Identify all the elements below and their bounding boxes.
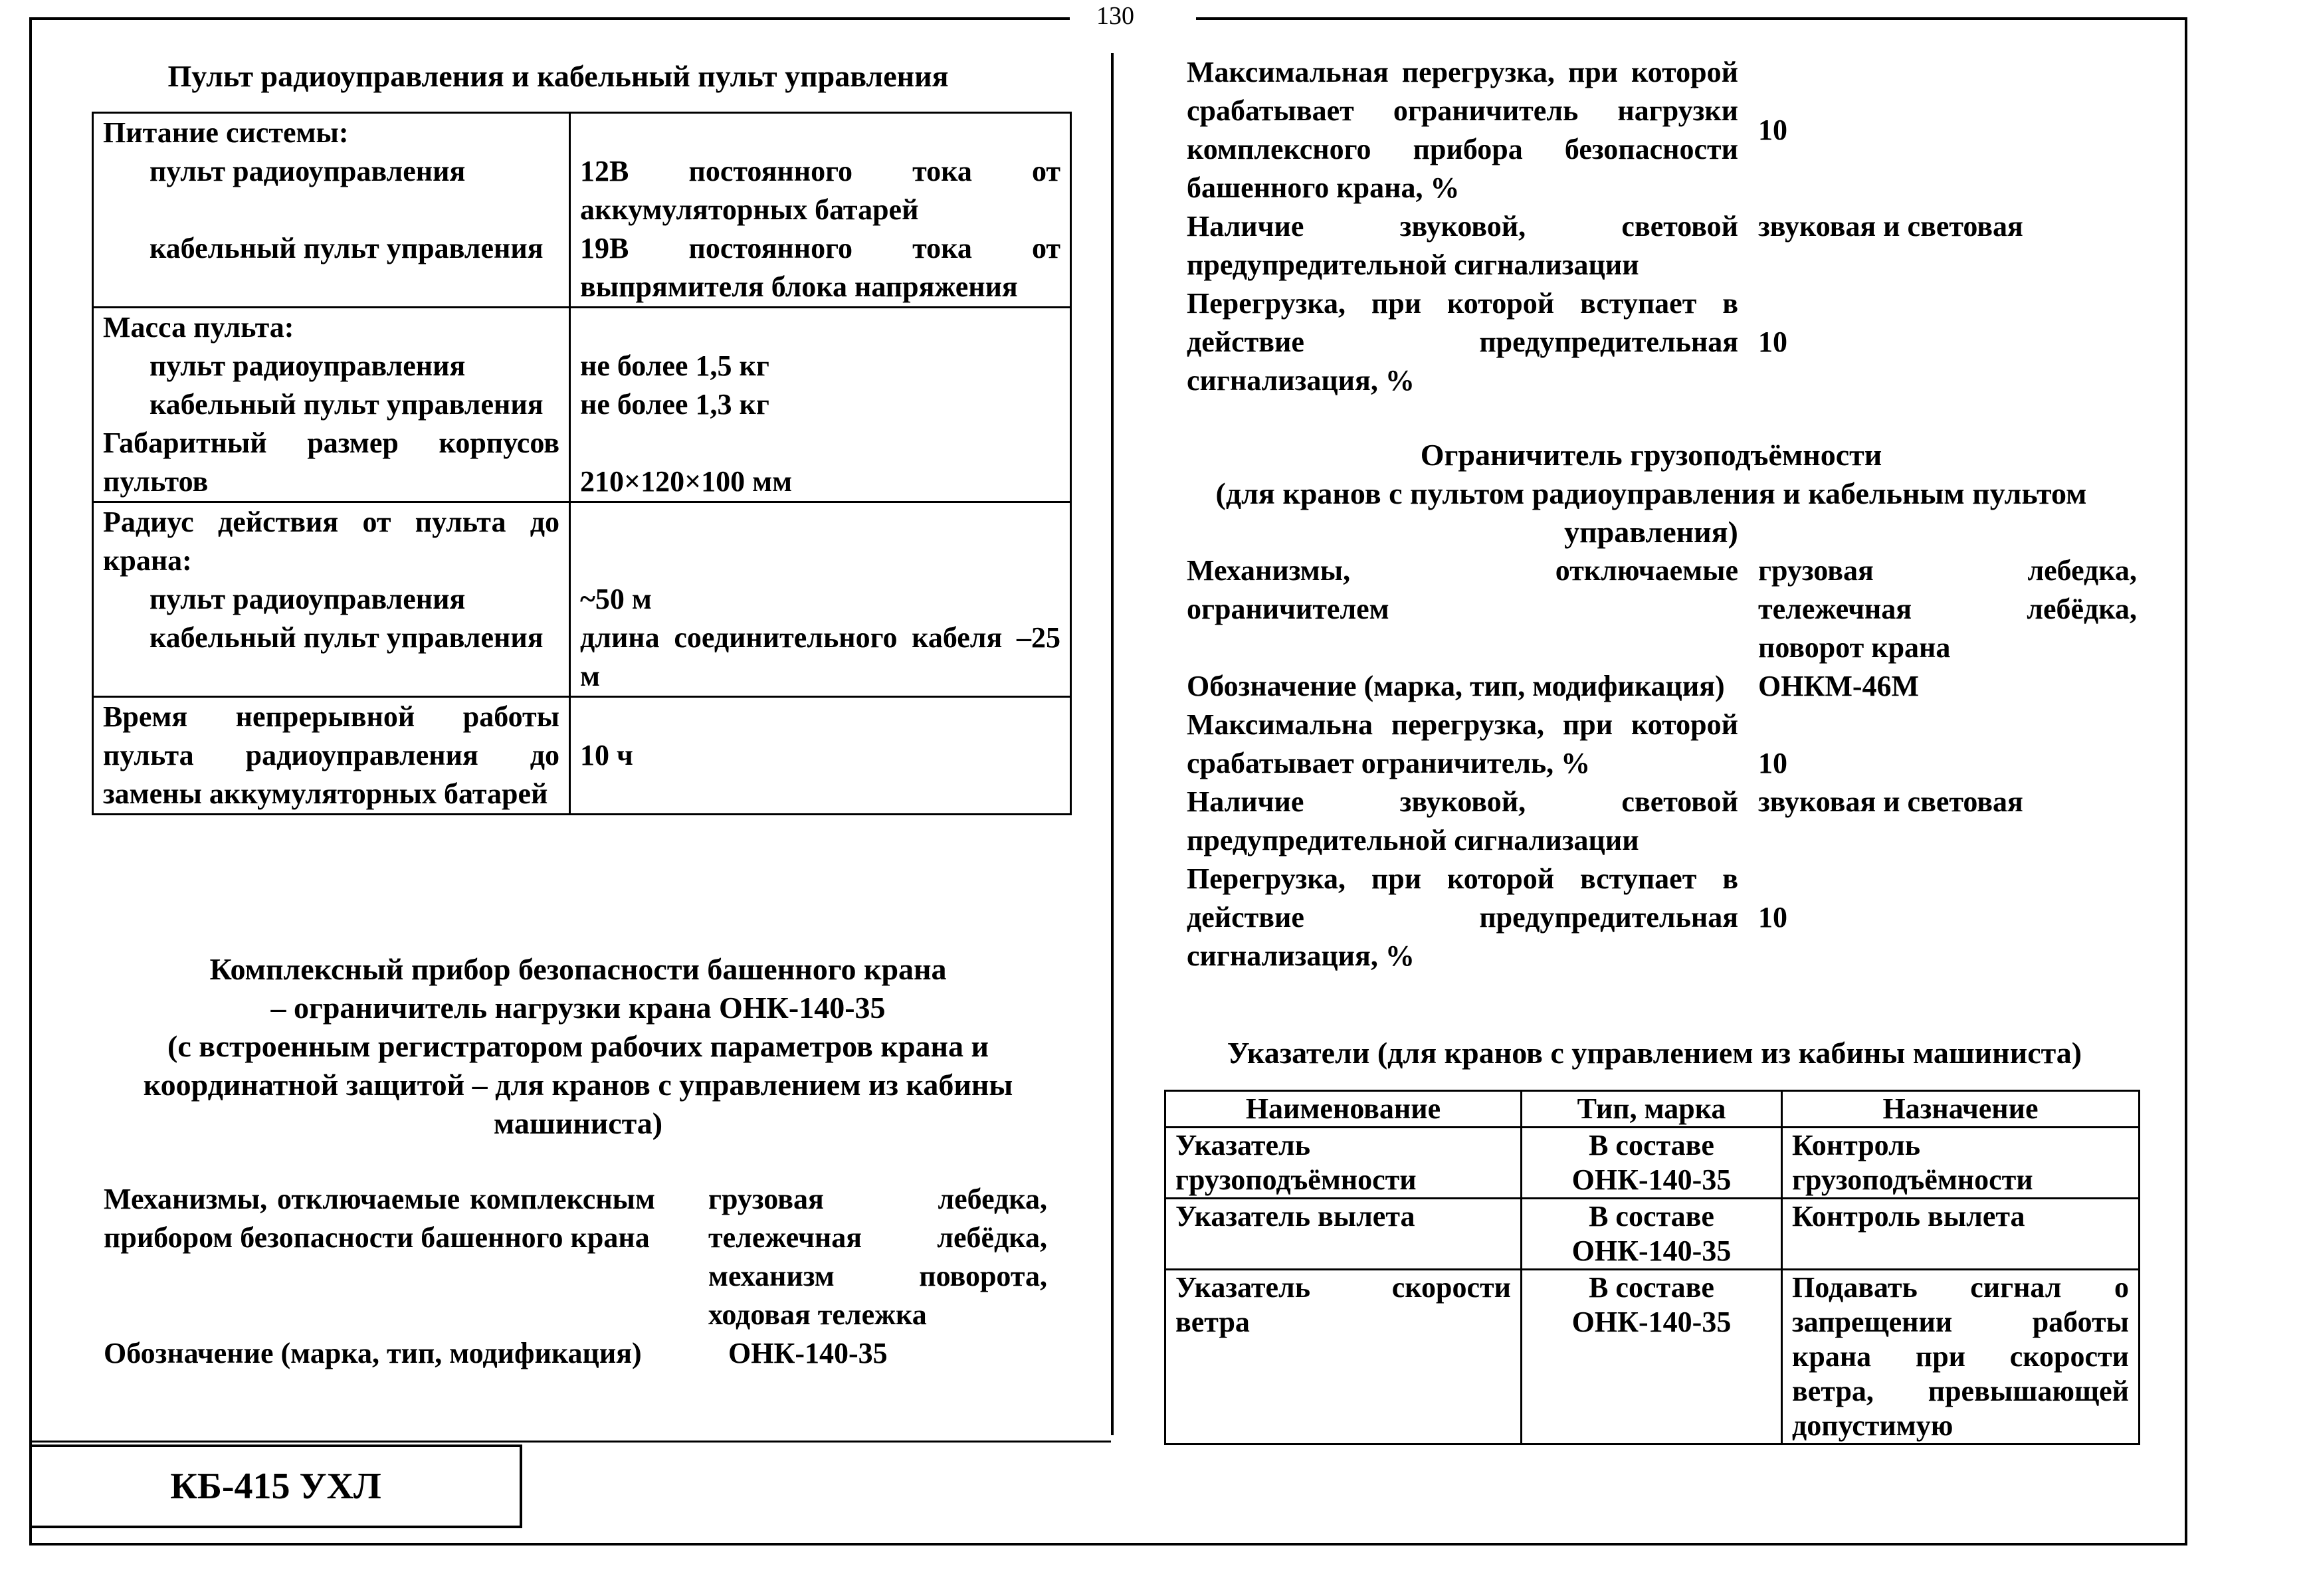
radius-radio-value: ~50 м	[580, 583, 652, 615]
table-row	[93, 697, 1071, 815]
indicator-purpose: Контроль грузоподъёмности	[1782, 1128, 2140, 1199]
limiter-title-line-1: Ограничитель грузоподъёмности	[1420, 438, 1882, 472]
power-cable-label: кабельный пульт управления	[150, 232, 544, 264]
limiter-mech-label: Механизмы, отключаемые ограничителем	[1187, 554, 1738, 625]
column-header: Тип, марка	[1522, 1091, 1782, 1128]
table-cell	[570, 502, 1071, 697]
table-row	[1165, 1199, 2140, 1270]
limiter-warn-label: Перегрузка, при которой вступает в действие предупредительная сигнализация, %	[1187, 862, 1738, 972]
limiter-signal-label: Наличие звуковой, световой предупредительной сигнализации	[1187, 785, 1738, 856]
device-desig-value: ОНК-140-35	[728, 1337, 888, 1369]
device-title	[86, 950, 1070, 1143]
device-title-line-1: Комплексный прибор безопасности башенного крана	[209, 952, 947, 986]
indicators-table	[1164, 1090, 2140, 1445]
indicator-type: В составе ОНК-140-35	[1522, 1270, 1782, 1445]
size-value: 210×120×100 мм	[580, 465, 793, 498]
table-cell	[93, 502, 570, 697]
indicator-name: Указатель скорости ветра	[1165, 1270, 1522, 1445]
indicator-type: В составе ОНК-140-35	[1522, 1128, 1782, 1199]
panel-title: Пульт радиоуправления и кабельный пульт управления	[167, 59, 949, 93]
radius-cable-label: кабельный пульт управления	[150, 621, 544, 654]
table-row	[1165, 1270, 2140, 1445]
table-cell	[570, 697, 1071, 815]
column-header: Назначение	[1782, 1091, 2140, 1128]
power-radio-value: 12В постоянного тока от аккумуляторных батарей	[580, 155, 1060, 226]
limiter-title-line-2: (для кранов с пультом радиоуправления и кабельным пультом управления)	[1215, 476, 2087, 549]
device-desig-label: Обозначение (марка, тип, модификация)	[104, 1337, 642, 1369]
bottom-rule	[29, 1441, 1111, 1443]
limiter-warn-value: 10	[1758, 901, 1787, 934]
overload-value: 10	[1758, 114, 1787, 146]
table-row	[93, 113, 1071, 308]
indicator-purpose: Контроль вылета	[1782, 1199, 2140, 1270]
mass-radio-value: не более 1,5 кг	[580, 349, 769, 382]
limiter-overload-value: 10	[1758, 747, 1787, 779]
footer-model-stamp: КБ-415 УХЛ	[29, 1445, 522, 1528]
mass-radio-label: пульт радиоуправления	[150, 349, 466, 382]
signal-value: звуковая и световая	[1758, 210, 2023, 243]
power-radio-label: пульт радиоуправления	[150, 155, 466, 187]
time-label: Время непрерывной работы пульта радиоуправления до замены аккумуляторных батарей	[103, 700, 559, 810]
limiter-title	[1163, 436, 2140, 551]
indicator-name: Указатель вылета	[1165, 1199, 1522, 1270]
mass-cable-value: не более 1,3 кг	[580, 388, 769, 421]
column-header: Наименование	[1165, 1091, 1522, 1128]
limiter-desig-value: ОНКМ-46М	[1758, 670, 1920, 702]
overload-label: Максимальная перегрузка, при которой срабатывает ограничитель нагрузки комплексного прибора безопасности башенного крана, %	[1187, 56, 1738, 204]
warn-overload-label: Перегрузка, при которой вступает в действие предупредительная сигнализация, %	[1187, 287, 1738, 397]
table-cell	[570, 308, 1071, 502]
limiter-desig-label: Обозначение (марка, тип, модификация)	[1187, 670, 1725, 702]
column-divider	[1111, 53, 1114, 1435]
device-overload-list	[1187, 53, 2163, 400]
warn-overload-value: 10	[1758, 326, 1787, 358]
device-spec-list	[104, 1180, 1054, 1373]
device-mech-value: грузовая лебедка, тележечная лебёдка, механизм поворота, ходовая тележка	[708, 1183, 1047, 1331]
table-row	[1165, 1128, 2140, 1199]
size-label: Габаритный размер корпусов пультов	[103, 427, 559, 498]
power-cable-value: 19В постоянного тока от выпрямителя блока напряжения	[580, 232, 1060, 303]
mass-heading: Масса пульта:	[103, 311, 294, 344]
indicator-purpose: Подавать сигнал о запрещении работы крана при скорости ветра, превышающей допустимую	[1782, 1270, 2140, 1445]
top-rule-left	[29, 17, 1070, 20]
page-number: 130	[1096, 2, 1134, 30]
device-title-line-2: – ограничитель нагрузки крана ОНК-140-35	[270, 991, 886, 1025]
panel-spec-table	[92, 112, 1072, 815]
signal-label: Наличие звуковой, световой предупредительной сигнализации	[1187, 210, 1738, 281]
limiter-mech-value: грузовая лебедка, тележечная лебёдка, поворот крана	[1758, 554, 2137, 664]
power-heading: Питание системы:	[103, 116, 349, 149]
radius-heading: Радиус действия от пульта до крана:	[103, 506, 559, 577]
indicator-type: В составе ОНК-140-35	[1522, 1199, 1782, 1270]
top-rule-right	[1196, 17, 2185, 20]
device-title-line-3: (с встроенным регистратором рабочих параметров крана и координатной защитой – для кранов с управлением из кабины машиниста)	[143, 1029, 1013, 1140]
table-cell	[93, 308, 570, 502]
indicator-name: Указатель грузоподъёмности	[1165, 1128, 1522, 1199]
device-mech-label: Механизмы, отключаемые комплексным прибором безопасности башенного крана	[104, 1183, 655, 1254]
table-cell	[93, 113, 570, 308]
radius-cable-value: длина соединительного кабеля –25 м	[580, 621, 1060, 692]
table-cell	[93, 697, 570, 815]
table-cell	[570, 113, 1071, 308]
table-row	[93, 308, 1071, 502]
limiter-signal-value: звуковая и световая	[1758, 785, 2023, 818]
limiter-overload-label: Максимальна перегрузка, при которой срабатывает ограничитель, %	[1187, 708, 1738, 779]
time-value: 10 ч	[580, 739, 633, 771]
table-row	[93, 502, 1071, 697]
indicators-title: Указатели (для кранов с управлением из кабины машиниста)	[1227, 1036, 2082, 1070]
table-header-row	[1165, 1091, 2140, 1128]
mass-cable-label: кабельный пульт управления	[150, 388, 544, 421]
radius-radio-label: пульт радиоуправления	[150, 583, 466, 615]
limiter-spec-list	[1187, 551, 2137, 975]
